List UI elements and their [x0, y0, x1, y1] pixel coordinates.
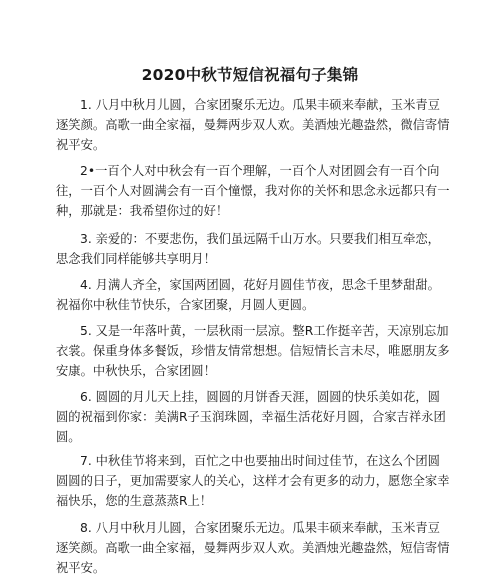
paragraph-2: 2•一百个人对中秋会有一百个理解，一百个人对团圆会有一百个向往，一百个人对圆满会有一百个憧憬，我对你的关怀和思念永远都只有一种，那就是：我希望你过的好！: [56, 164, 450, 218]
paragraph-3: 3. 亲爱的：不要悲伤，我们虽远隔千山万水。只要我们相互牵恋，思念我们同样能够共享明月！: [56, 232, 440, 266]
paragraph-5: 5. 又是一年落叶黄，一层秋雨一层凉。整R工作挺辛苦，天凉别忘加衣裳。保重身体多餐饭，珍惜友情常想想。信短情长言未尽，唯愿朋友多安康。中秋快乐，合家团圆！: [56, 324, 450, 378]
paragraph-1: 1. 八月中秋月儿圆，合家团聚乐无边。瓜果丰硕来奉献，玉米青豆逐笑颜。高歌一曲全家福，曼舞两步双人欢。美酒烛光趣盎然，微信寄情祝平安。: [56, 98, 450, 152]
paragraph-4: 4. 月满人齐全，家国两团圆，花好月圆佳节夜，思念千里梦甜甜。祝福你中秋佳节快乐，合家团聚，月圆人更圆。: [56, 278, 440, 312]
paragraph-8: 8. 八月中秋月儿圆，合家团聚乐无边。瓜果丰硕来奉献，玉米青豆逐笑颜。高歌一曲全家福，曼舞两步双人欢。美酒烛光趣盎然，短信寄情祝平安。: [56, 521, 450, 575]
paragraph-6: 6. 圆圆的月儿天上挂，圆圆的月饼香天涯，圆圆的快乐美如花，圆圆的祝福到你家：美满R子玉润珠圆，幸福生活花好月圆，合家吉祥永团圆。: [56, 390, 446, 444]
paragraph-7: 7. 中秋佳节将来到，百忙之中也要抽出时间过佳节，在这么个团圆圆圆的日子，更加需要家人的关心，这样才会有更多的动力，愿您全家幸福快乐，您的生意蒸蒸R上！: [56, 454, 450, 508]
page-title: 2020中秋节短信祝福句子集锦: [141, 66, 359, 84]
